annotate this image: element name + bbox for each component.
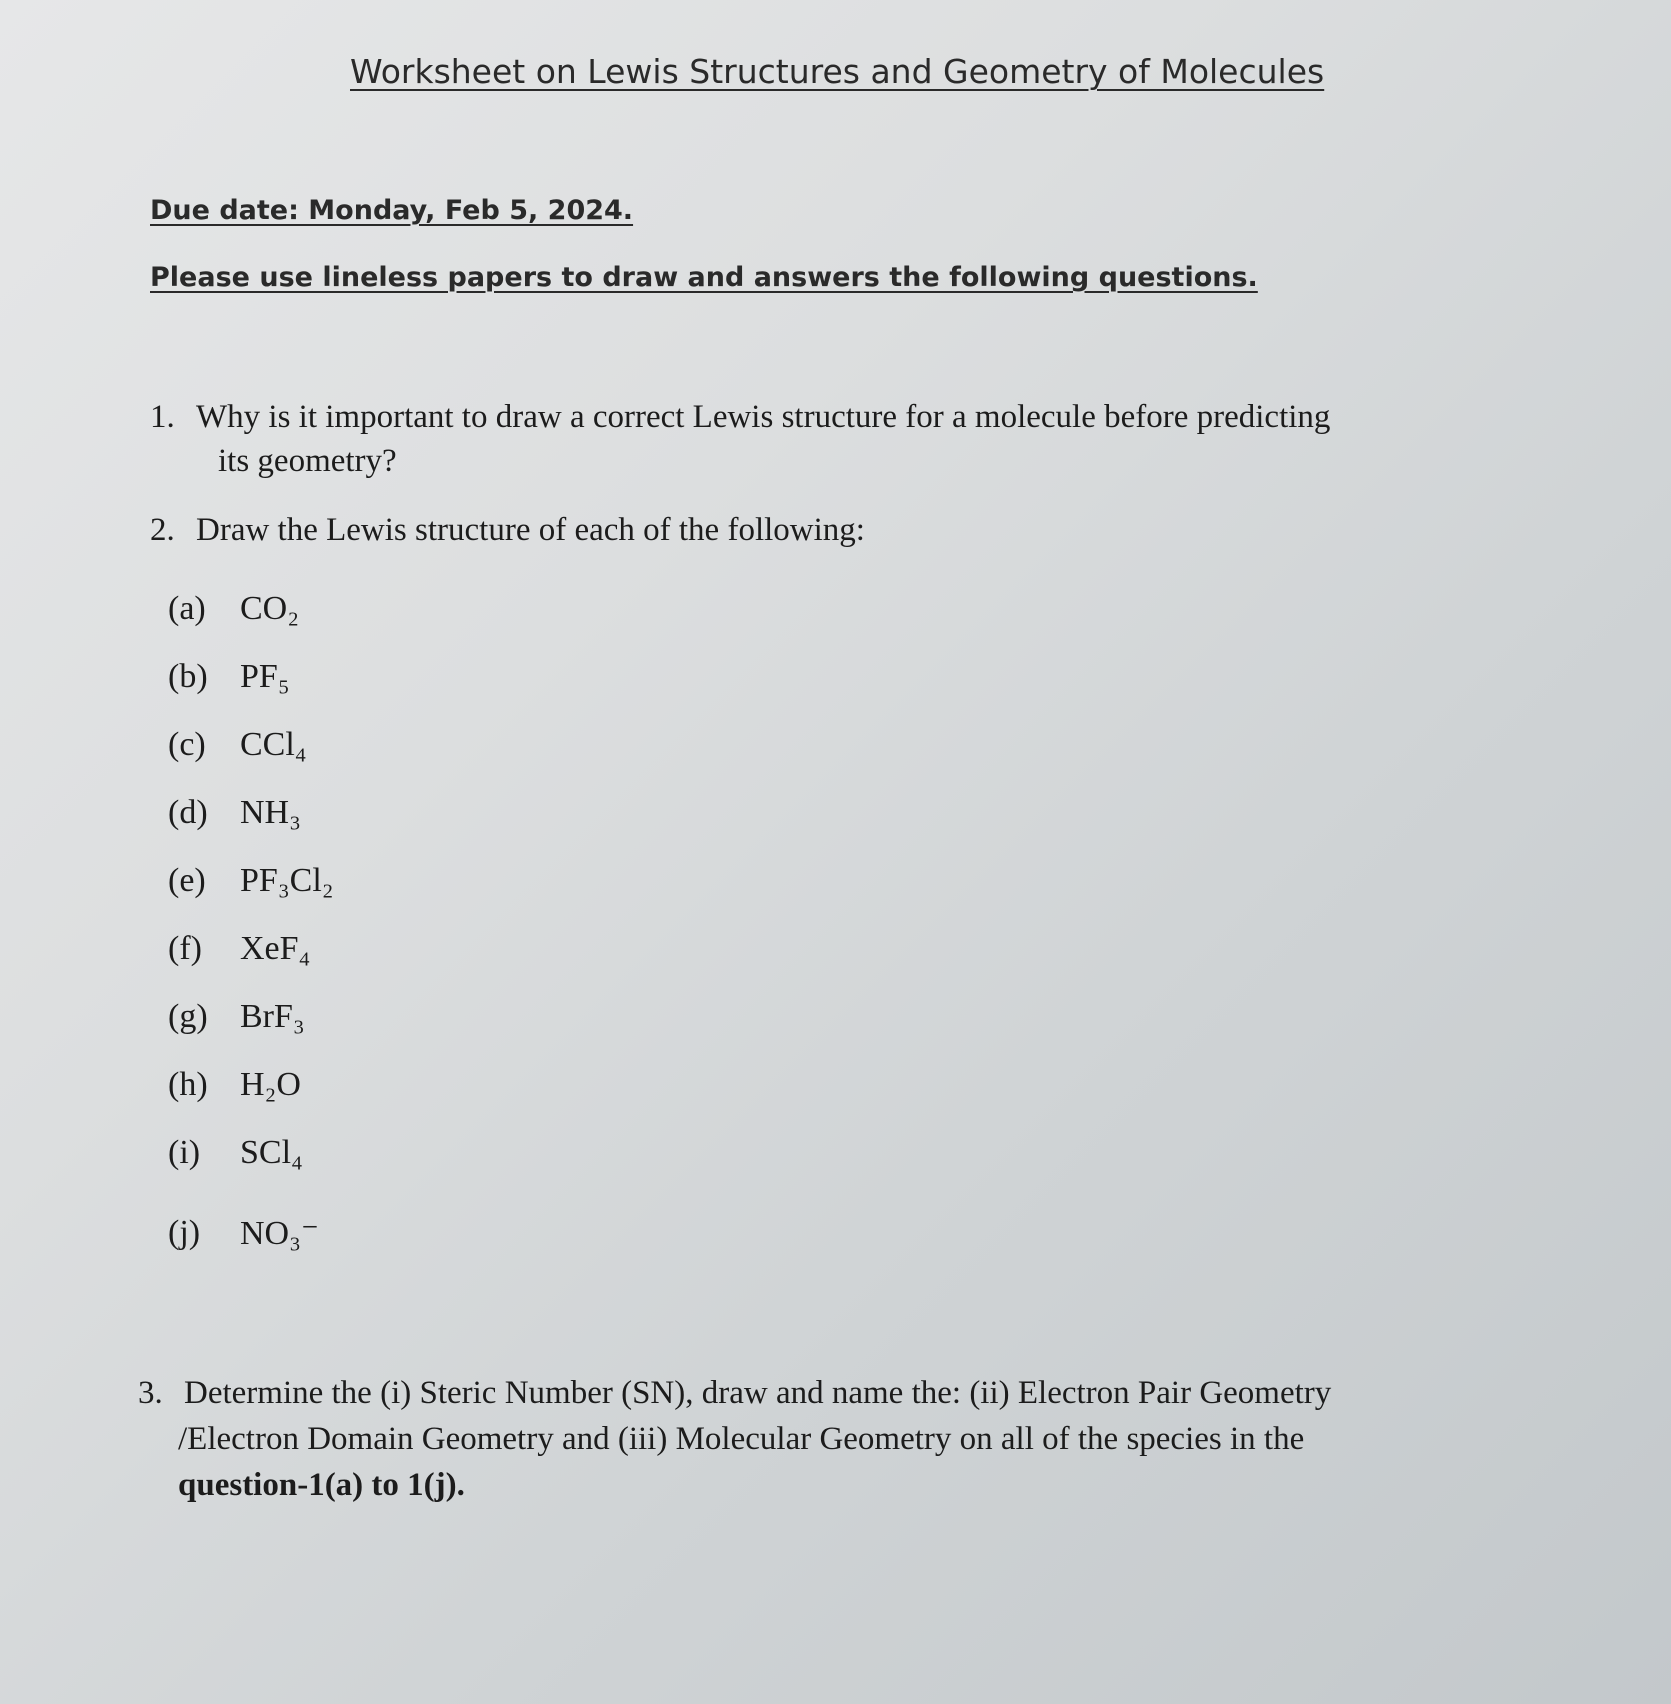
item-label: (a)	[168, 590, 206, 627]
question-2-text: Draw the Lewis structure of each of the following:	[196, 512, 865, 548]
item-formula: NO₃⁻	[240, 1215, 319, 1252]
item-label: (j)	[168, 1214, 201, 1251]
item-formula: SCl₄	[240, 1134, 303, 1171]
list-item	[168, 915, 334, 983]
list-item	[168, 1051, 334, 1119]
question-3	[138, 1370, 1578, 1508]
item-label: (h)	[168, 1066, 208, 1103]
list-item	[168, 779, 334, 847]
question-3-number: 3.	[138, 1375, 163, 1411]
list-item	[168, 1119, 334, 1187]
question-1-line-1: Why is it important to draw a correct Lewis structure for a molecule before predicting	[196, 399, 1331, 435]
list-item	[168, 711, 334, 779]
item-formula: XeF₄	[240, 930, 311, 967]
list-item	[168, 983, 334, 1051]
item-formula: CO₂	[240, 590, 300, 627]
question-2	[150, 508, 1350, 552]
item-formula: CCl₄	[240, 726, 307, 763]
item-label: (c)	[168, 726, 206, 763]
question-1-line-2: its geometry?	[218, 443, 397, 479]
item-label: (g)	[168, 998, 208, 1035]
due-date: Due date: Monday, Feb 5, 2024.	[150, 195, 634, 226]
item-formula: H₂O	[240, 1066, 301, 1103]
instruction-text: Please use lineless papers to draw and answers the following questions.	[150, 262, 1258, 293]
question-3-line-2: /Electron Domain Geometry and (iii) Molecular Geometry on all of the species in the	[178, 1421, 1305, 1457]
list-item	[168, 643, 334, 711]
list-item	[168, 1199, 334, 1267]
item-label: (f)	[168, 930, 202, 967]
question-2-items	[168, 575, 334, 1267]
list-item	[168, 575, 334, 643]
item-label: (e)	[168, 862, 206, 899]
list-item	[168, 847, 334, 915]
question-3-line-1: Determine the (i) Steric Number (SN), draw and name the: (ii) Electron Pair Geometry	[184, 1375, 1332, 1411]
question-2-number: 2.	[150, 512, 175, 548]
worksheet-title: Worksheet on Lewis Structures and Geometry of Molecules	[350, 52, 1325, 91]
item-formula: PF₅	[240, 658, 290, 695]
item-formula: BrF₃	[240, 998, 305, 1035]
question-3-line-3: question-1(a) to 1(j).	[178, 1467, 465, 1503]
item-label: (d)	[168, 794, 208, 831]
item-label: (i)	[168, 1134, 201, 1171]
item-formula: PF₃Cl₂	[240, 862, 334, 899]
question-1	[150, 395, 1470, 483]
item-label: (b)	[168, 658, 208, 695]
item-formula: NH₃	[240, 794, 301, 831]
question-1-number: 1.	[150, 399, 175, 435]
